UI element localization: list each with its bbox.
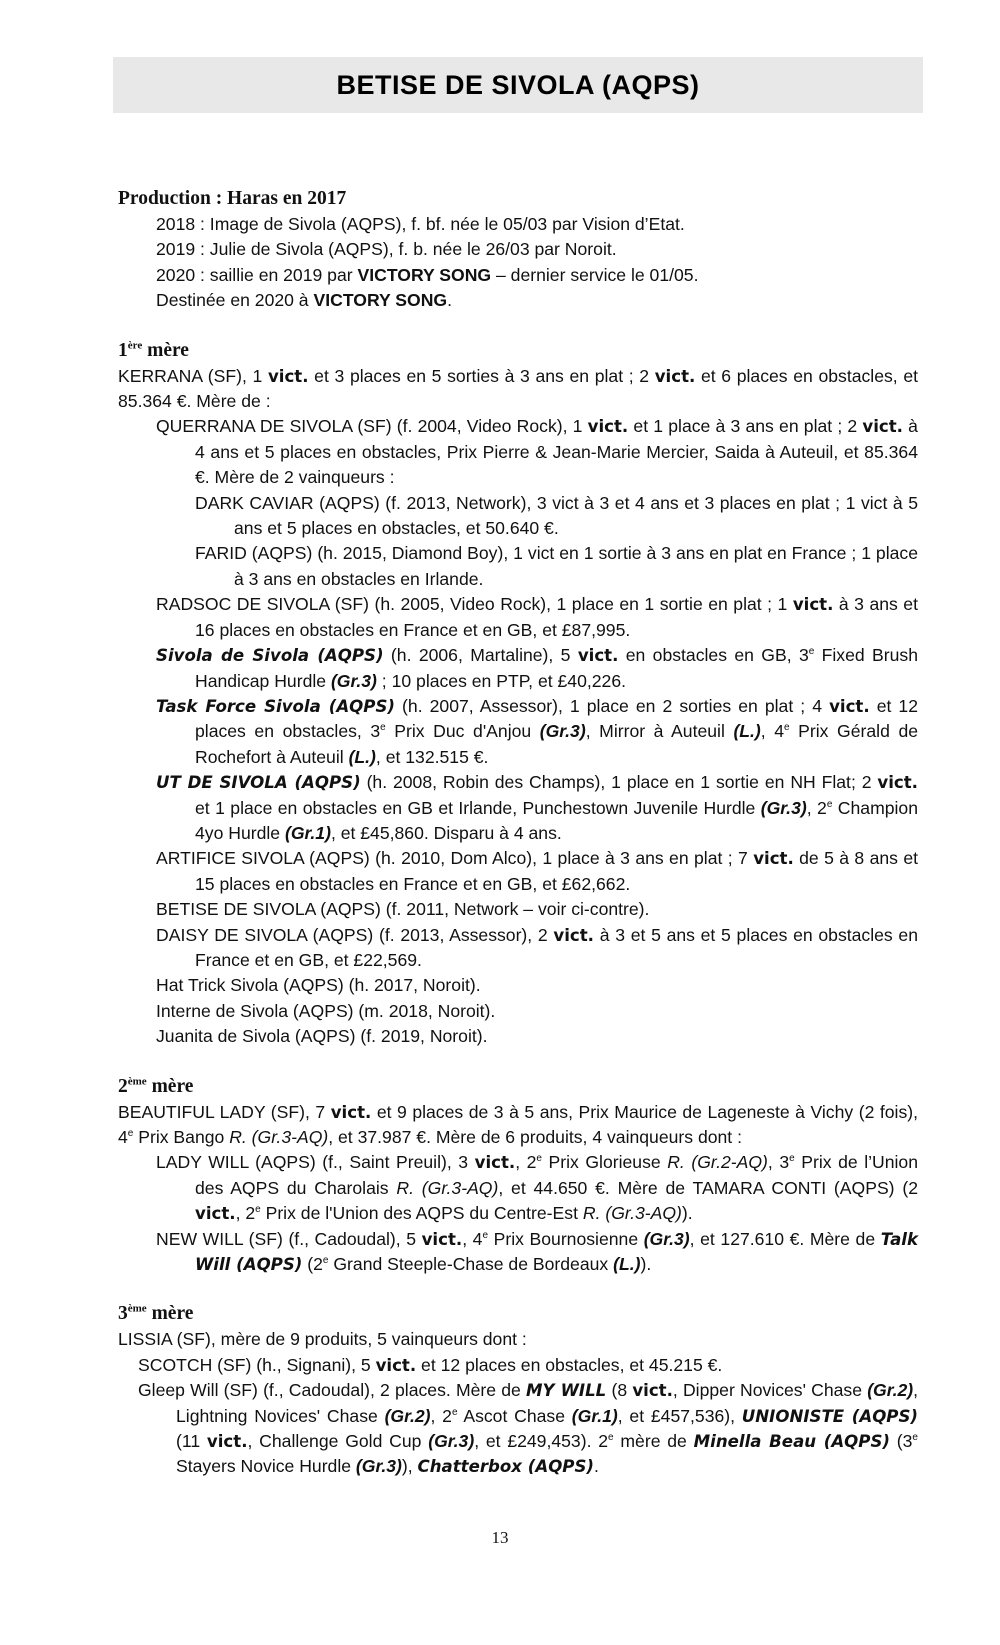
- text: , 4: [462, 1228, 483, 1249]
- dam-kerrana: [118, 364, 918, 415]
- production-destination: [118, 288, 918, 313]
- text: vict.: [829, 696, 870, 716]
- text: (L.): [613, 1254, 641, 1275]
- text: , et £457,536),: [617, 1405, 742, 1426]
- text: (Gr.3): [355, 1456, 402, 1477]
- text: (Gr.3): [643, 1228, 690, 1249]
- text: à 3 ans et 16 places en obstacles en France et en GB, et £87,995.: [195, 594, 918, 640]
- text: (11: [176, 1431, 207, 1452]
- text: R. (Gr.3-AQ): [582, 1203, 682, 1224]
- produce-interne-de-sivola: Interne de Sivola (AQPS) (m. 2018, Noroit).: [156, 1000, 496, 1021]
- text: SCOTCH (SF) (h., Signani), 5: [138, 1354, 376, 1375]
- text: QUERRANA DE SIVOLA (SF) (f. 2004, Video Rock), 1: [156, 416, 588, 437]
- text: ).: [640, 1254, 652, 1275]
- text: e: [482, 1229, 489, 1241]
- produce-task-force-sivola: [118, 694, 918, 770]
- text: , et 44.650 €. Mère de TAMARA CONTI (AQPS) (2: [498, 1177, 918, 1198]
- page-number: 13: [491, 1528, 509, 1547]
- text: (h. 2008, Robin des Champs), 1 place en 1 sortie en NH Flat; 2: [360, 772, 878, 793]
- text: R. (Gr.3-AQ): [396, 1177, 499, 1198]
- third-dam-heading: [118, 1301, 918, 1327]
- text: Sivola de Sivola (AQPS): [156, 646, 384, 666]
- text: e: [826, 798, 833, 810]
- produce-ut-de-sivola: [118, 770, 918, 846]
- produce-querrana: [118, 414, 918, 490]
- text: vict.: [553, 925, 594, 945]
- text: (3: [889, 1431, 913, 1452]
- text: Stayers Novice Hurdle: [176, 1456, 356, 1477]
- text: ; 10 places en PTP, et £40,226.: [376, 670, 627, 691]
- text: (Gr.1): [284, 822, 331, 843]
- text: , 2: [430, 1405, 452, 1426]
- text: , et £249,453). 2: [474, 1431, 609, 1452]
- text: mère de: [613, 1431, 694, 1452]
- text: vict.: [753, 849, 794, 869]
- text: e: [451, 1406, 458, 1418]
- text: e: [808, 646, 815, 658]
- text: , 3: [767, 1152, 790, 1173]
- text: en obstacles en GB, 3: [618, 645, 809, 666]
- first-dam-heading: [118, 338, 918, 364]
- text: DAISY DE SIVOLA (AQPS) (f. 2013, Assessor), 2: [156, 924, 554, 945]
- text: , 2: [235, 1203, 256, 1224]
- text: , et 132.515 €.: [375, 746, 489, 767]
- text: Prix Bournosienne: [488, 1228, 644, 1249]
- text: (Gr.3): [539, 721, 586, 742]
- text: vict.: [474, 1153, 516, 1173]
- text: KERRANA (SF), 1: [118, 365, 268, 386]
- text: et 6 places en obstacles, et 85.364 €. Mère de :: [118, 365, 919, 412]
- text: Prix de l'Union des AQPS du Centre-Est: [260, 1203, 583, 1224]
- text: Champion 4yo Hurdle: [195, 797, 918, 843]
- text: , 2: [515, 1152, 537, 1173]
- text: e: [784, 722, 790, 734]
- text: et 9 places de 3 à 5 ans, Prix Maurice de Lageneste à Vichy (2 fois), 4: [118, 1101, 918, 1147]
- text: e: [255, 1204, 261, 1216]
- second-dam-heading: [118, 1074, 918, 1100]
- text: vict.: [877, 773, 918, 793]
- text: (Gr.1): [571, 1405, 618, 1426]
- text: , Lightning Novices' Chase: [176, 1380, 919, 1426]
- text: de 5 à 8 ans et 15 places en obstacles en France et en GB, et £62,662.: [195, 848, 918, 894]
- produce-dark-caviar: DARK CAVIAR (AQPS) (f. 2013, Network), 3 vict à 3 et 4 ans et 3 places en plat ; 1 vict à 5 ans et 5 places en obstacles, et 50.640 €.: [195, 492, 918, 539]
- text: (Gr.2): [867, 1380, 914, 1401]
- text: ème: [127, 1075, 147, 1088]
- text: , et 127.610 €. Mère de: [689, 1228, 881, 1249]
- text: et 12 places en obstacles, 3: [195, 695, 918, 742]
- text: et 3 places en 5 sorties à 3 ans en plat ; 2: [308, 365, 655, 386]
- text: (L.): [348, 746, 376, 767]
- text: et 1 place en obstacles en GB et Irlande, Punchestown Juvenile Hurdle: [195, 797, 761, 818]
- text: vict.: [330, 1102, 372, 1122]
- dam-lissia: LISSIA (SF), mère de 9 produits, 5 vainqueurs dont :: [118, 1329, 527, 1350]
- text: Minella Beau (AQPS): [693, 1432, 890, 1452]
- text: vict.: [195, 1204, 236, 1224]
- text: Destinée en 2020 à: [156, 290, 314, 311]
- text: MY WILL: [526, 1381, 607, 1401]
- text: (L.): [733, 721, 761, 742]
- text: R. (Gr.3-AQ): [229, 1127, 329, 1147]
- text: vict.: [421, 1229, 463, 1249]
- title-band: [113, 57, 923, 113]
- produce-betise-de-sivola: BETISE DE SIVOLA (AQPS) (f. 2011, Network – voir ci-contre).: [156, 899, 650, 920]
- text: UNIONISTE (AQPS): [741, 1406, 919, 1426]
- text: Chatterbox (AQPS): [417, 1457, 594, 1477]
- text: e: [127, 1128, 134, 1140]
- produce-daisy-de-sivola: [118, 923, 918, 974]
- text: mère: [142, 339, 189, 361]
- text: e: [912, 1432, 918, 1444]
- text: (h. 2007, Assessor), 1 place en 2 sorties en plat ; 4: [395, 695, 830, 716]
- text: ARTIFICE SIVOLA (AQPS) (h. 2010, Dom Alco), 1 place à 3 ans en plat ; 7: [156, 848, 754, 869]
- text: vict.: [267, 366, 309, 386]
- produce-juanita-de-sivola: Juanita de Sivola (AQPS) (f. 2019, Noroit).: [156, 1026, 488, 1047]
- pedigree-content: [118, 186, 918, 1480]
- text: 2: [118, 1075, 128, 1097]
- produce-new-will: [118, 1227, 918, 1278]
- text: , 4: [760, 721, 785, 742]
- text: 3: [118, 1303, 128, 1325]
- produce-sivola-de-sivola: [118, 643, 918, 694]
- text: (Gr.3): [330, 670, 377, 691]
- text: vict.: [577, 646, 619, 666]
- production-line-2018: 2018 : Image de Sivola (AQPS), f. bf. née le 05/03 par Vision d’Etat.: [156, 214, 685, 234]
- text: ère: [127, 339, 143, 352]
- stallion-name: VICTORY SONG: [313, 290, 448, 311]
- text: 2020 : saillie en 2019 par: [156, 264, 358, 285]
- text: , Dipper Novices' Chase: [672, 1380, 868, 1401]
- text: (h. 2006, Martaline), 5: [383, 645, 578, 666]
- text: NEW WILL (SF) (f., Cadoudal), 5: [156, 1228, 422, 1249]
- text: , et 37.987 €. Mère de 6 produits, 4 vainqueurs dont :: [328, 1127, 742, 1147]
- produce-radsoc: [118, 592, 918, 643]
- text: (8: [606, 1380, 633, 1401]
- text: Prix Bango: [133, 1127, 230, 1147]
- text: e: [322, 1255, 329, 1267]
- text: ),: [401, 1456, 418, 1477]
- text: mère: [146, 1075, 194, 1097]
- text: , et £45,860. Disparu à 4 ans.: [330, 822, 562, 843]
- text: Task Force Sivola (AQPS): [156, 696, 395, 716]
- production-heading: Production : Haras en 2017: [118, 188, 347, 209]
- text: vict.: [375, 1355, 417, 1375]
- text: RADSOC DE SIVOLA (SF) (h. 2005, Video Rock), 1 place en 1 sortie en plat ; 1: [156, 594, 793, 615]
- text: vict.: [862, 417, 903, 437]
- produce-gleep-will: [118, 1378, 918, 1480]
- text: vict.: [792, 595, 834, 615]
- text: vict.: [587, 417, 629, 437]
- production-line-2020: [118, 263, 918, 288]
- produce-farid: FARID (AQPS) (h. 2015, Diamond Boy), 1 vict en 1 sortie à 3 ans en plat en France ; 1 place à 3 ans en obstacles en Irlande.: [195, 543, 918, 589]
- produce-artifice-sivola: [118, 846, 918, 897]
- produce-hat-trick-sivola: Hat Trick Sivola (AQPS) (h. 2017, Noroit).: [156, 975, 481, 996]
- text: Ascot Chase: [457, 1405, 572, 1426]
- text: .: [447, 290, 453, 311]
- text: vict.: [632, 1381, 673, 1401]
- text: e: [608, 1432, 614, 1444]
- text: Gleep Will (SF) (f., Cadoudal), 2 places. Mère de: [138, 1380, 527, 1401]
- produce-scotch: [118, 1353, 918, 1378]
- text: vict.: [206, 1432, 248, 1452]
- text: (2: [302, 1254, 323, 1275]
- text: .: [594, 1456, 599, 1477]
- text: LADY WILL (AQPS) (f., Saint Preuil), 3: [156, 1152, 475, 1173]
- text: ).: [681, 1203, 693, 1224]
- text: Prix Duc d'Anjou: [385, 721, 540, 742]
- text: Fixed Brush Handicap Hurdle: [195, 645, 918, 691]
- stallion-name: VICTORY SONG: [357, 264, 492, 285]
- text: à 4 ans et 5 places en obstacles, Prix Pierre & Jean-Marie Mercier, Saida à Auteuil, et 85.364 €. Mère de 2 vainqueurs :: [195, 416, 918, 488]
- text: Prix Gérald de Rochefort à Auteuil: [195, 721, 919, 767]
- dam-beautiful-lady: [118, 1100, 918, 1151]
- text: BEAUTIFUL LADY (SF), 7: [118, 1101, 331, 1122]
- text: (Gr.3): [428, 1431, 475, 1452]
- text: et 12 places en obstacles, et 45.215 €.: [416, 1354, 723, 1375]
- text: mère: [146, 1303, 194, 1325]
- text: (Gr.2): [384, 1405, 431, 1426]
- text: à 3 et 5 ans et 5 places en obstacles en France et en GB, et £22,569.: [195, 924, 918, 970]
- text: Prix de l’Union des AQPS du Charolais: [195, 1152, 918, 1198]
- text: Grand Steeple-Chase de Bordeaux: [328, 1254, 614, 1275]
- text: e: [536, 1153, 542, 1165]
- text: R. (Gr.2-AQ): [667, 1152, 768, 1173]
- text: e: [789, 1153, 795, 1165]
- text: – dernier service le 01/05.: [491, 264, 699, 285]
- text: Talk Will (AQPS): [195, 1229, 918, 1275]
- text: vict.: [654, 366, 696, 386]
- page-title: BETISE DE SIVOLA (AQPS): [336, 69, 700, 100]
- produce-lady-will: [118, 1150, 918, 1226]
- text: 1: [118, 339, 128, 361]
- text: e: [380, 722, 386, 734]
- text: Prix Glorieuse: [541, 1152, 668, 1173]
- text: ème: [127, 1302, 147, 1315]
- text: , 2: [806, 797, 827, 818]
- text: et 1 place à 3 ans en plat ; 2: [628, 416, 863, 437]
- text: , Mirror à Auteuil: [585, 721, 734, 742]
- text: , Challenge Gold Cup: [247, 1431, 429, 1452]
- production-line-2019: 2019 : Julie de Sivola (AQPS), f. b. née le 26/03 par Noroit.: [156, 239, 617, 260]
- text: (Gr.3): [760, 797, 807, 818]
- text: UT DE SIVOLA (AQPS): [156, 773, 361, 793]
